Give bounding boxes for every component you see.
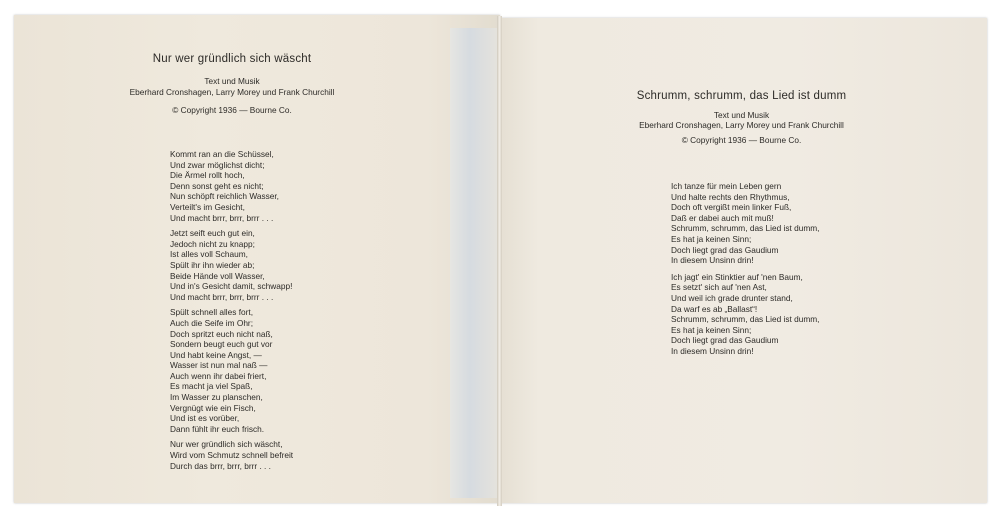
lyric-line: Denn sonst geht es nicht; [170,180,264,191]
credit-names: Eberhard Cronshagen, Larry Morey und Frank Churchill [129,87,335,97]
lyric-line: Und ist es vorüber, [170,413,240,424]
lyric-line: Die Ärmel rollt hoch, [170,170,245,181]
lyric-line: Kommt ran an die Schüssel, [170,149,274,159]
stanza [671,272,819,357]
song-title: Schrumm, schrumm, das Lied ist dumm [636,90,847,102]
lyric-line: Schrumm, schrumm, das Lied ist dumm, [671,223,820,234]
lyric-line: Beide Hände voll Wasser, [170,270,265,281]
lyric-line: Wasser ist nun mal naß — [170,360,268,371]
lyric-line: Schrumm, schrumm, das Lied ist dumm, [671,314,820,325]
inner-sleeve-edge [450,28,500,498]
credit-names: Eberhard Cronshagen, Larry Morey und Frank Churchill [639,120,844,130]
lyric-line: Daß er dabei auch mit muß! [671,212,774,223]
lyric-line: Jedoch nicht zu knapp; [170,238,255,249]
credit-label: Text und Musik [713,110,770,120]
stanza [170,307,293,434]
lyric-line: Doch liegt grad das Gaudium [671,335,779,346]
lyrics [671,181,819,363]
lyric-line: Spült ihr ihn wieder ab; [170,259,255,270]
lyric-line: Und halte rechts den Rhythmus, [671,191,790,202]
stanza [170,439,293,471]
lyric-line: Verteilt's im Gesicht, [170,201,245,212]
lyric-line: Es hat ja keinen Sinn; [671,233,752,244]
lyric-line: Da warf es ab „Ballast“! [671,303,758,314]
lyric-line: Durch das brrr, brrr, brrr . . . [170,460,271,471]
lyric-line: Jetzt seift euch gut ein, [170,228,255,239]
lyric-line: Vergnügt wie ein Fisch, [170,402,256,413]
lyric-line: Wird vom Schmutz schnell befreit [170,450,294,461]
copyright-notice: © Copyright 1936 — Bourne Co. [172,105,292,115]
lyric-line: Spült schnell alles fort, [170,307,254,318]
stanza [671,181,819,266]
lyric-line: Nur wer gründlich sich wäscht, [170,439,283,450]
lyric-line: Auch wenn ihr dabei friert, [170,370,267,381]
lyric-line: Ich tanze für mein Leben gern [671,181,782,191]
lyric-line: Doch spritzt euch nicht naß, [170,328,273,339]
stanza [170,228,293,302]
lyric-line: Es hat ja keinen Sinn; [671,324,752,335]
lyric-line: Und zwar möglichst dicht; [170,159,265,170]
lyrics [170,149,293,476]
lyric-line: Nun schöpft reichlich Wasser, [170,191,279,202]
lyric-line: Und habt keine Angst, — [170,349,262,360]
lyric-line: In diesem Unsinn drin! [671,255,754,266]
song-title: Nur wer gründlich sich wäscht [152,53,312,65]
copyright-notice: © Copyright 1936 — Bourne Co. [681,135,802,145]
lyric-line: Sondern beugt euch gut vor [170,339,273,350]
lyric-line: Es macht ja viel Spaß, [170,381,253,392]
lyric-line: Es setzt' sich auf 'nen Ast, [671,282,767,293]
lyric-line: Auch die Seife im Ohr; [170,317,254,328]
lyric-line: Dann fühlt ihr euch frisch. [170,423,265,434]
lyric-line: Ich jagt' ein Stinktier auf 'nen Baum, [671,271,803,282]
lyric-line: In diesem Unsinn drin! [671,345,754,356]
lyric-line: Und macht brrr, brrr, brrr . . . [170,212,274,223]
lyric-line: Und in's Gesicht damit, schwapp! [170,281,293,292]
lyric-line: Doch liegt grad das Gaudium [671,244,779,255]
credit-label: Text und Musik [204,76,260,86]
lyric-line: Im Wasser zu planschen, [170,392,263,403]
lyric-line: Ist alles voll Schaum, [170,249,248,260]
lyric-line: Doch oft vergißt mein linker Fuß, [671,202,792,213]
stanza [170,149,293,223]
lyric-line: Und weil ich grade drunter stand, [671,292,793,303]
lyric-line: Und macht brrr, brrr, brrr . . . [170,291,274,302]
